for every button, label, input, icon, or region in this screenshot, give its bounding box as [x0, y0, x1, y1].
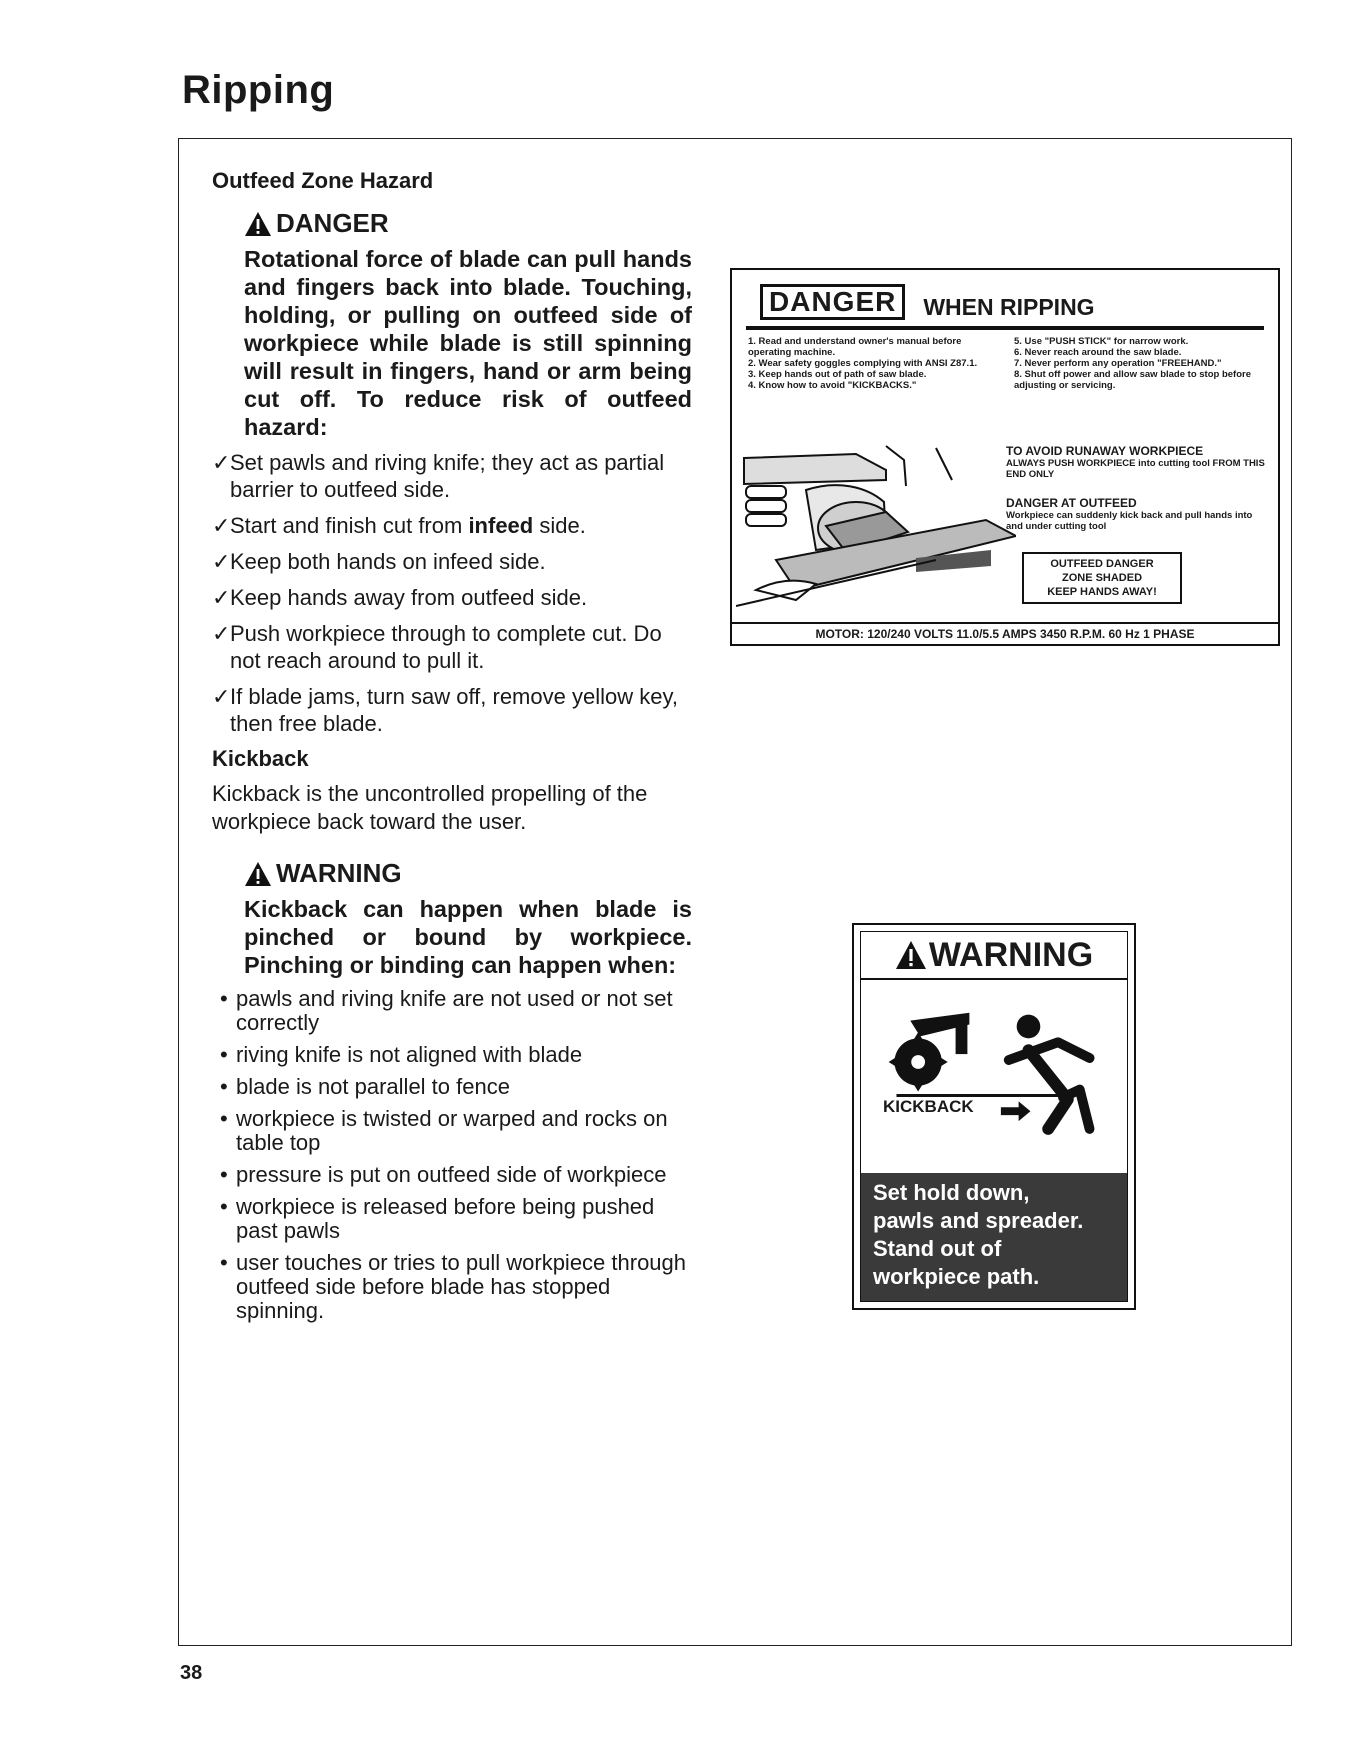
saw-illustration	[736, 440, 1016, 620]
shaded-box-line: ZONE SHADED	[1061, 572, 1143, 584]
check-text: Keep hands away from outfeed side.	[230, 585, 588, 610]
rule-item: 4. Know how to avoid "KICKBACKS."	[748, 380, 917, 391]
outfeed-note	[1006, 496, 1270, 532]
check-item	[212, 449, 692, 503]
kickback-heading: Kickback	[212, 746, 309, 771]
bullet-icon: •	[220, 986, 228, 1011]
check-item	[212, 584, 692, 611]
warning-label-header	[861, 932, 1127, 980]
bullet-icon: •	[220, 1042, 228, 1067]
rule-item: 8. Shut off power and allow saw blade to stop before adjusting or servicing.	[1014, 369, 1251, 391]
warning-label-inner	[860, 931, 1128, 1302]
left-column	[212, 168, 692, 1331]
list-item-text: pressure is put on outfeed side of workpiece	[236, 1162, 667, 1187]
list-item	[220, 1043, 692, 1067]
checkmark-icon: ✓	[212, 450, 231, 475]
page-title: Ripping	[182, 68, 335, 112]
checkmark-icon: ✓	[212, 549, 231, 574]
list-item-text: user touches or tries to pull workpiece through outfeed side before blade has stopped spinning.	[236, 1250, 687, 1323]
rules-left	[748, 336, 996, 391]
list-item-text: pawls and riving knife are not used or not set correctly	[236, 986, 673, 1035]
shaded-box-line: OUTFEED DANGER	[1050, 558, 1154, 570]
checkmark-icon: ✓	[212, 621, 231, 646]
check-text: If blade jams, turn saw off, remove yellow key, then free blade.	[230, 684, 678, 736]
warning-label-footer	[861, 1173, 1127, 1301]
outfeed-note-text: Workpiece can suddenly kick back and pull hands into and under cutting tool	[1006, 510, 1253, 532]
warning-word: WARNING	[276, 858, 402, 888]
warning-triangle-icon	[244, 861, 272, 887]
check-item	[212, 620, 692, 674]
kickback-text: Kickback is the uncontrolled propelling of the workpiece back toward the user.	[212, 781, 648, 834]
check-text: Push workpiece through to complete cut. Do not reach around to pull it.	[230, 621, 662, 673]
bullet-icon: •	[220, 1106, 228, 1131]
outfeed-note-title: DANGER AT OUTFEED	[1006, 496, 1137, 510]
check-text-tail: side.	[533, 513, 586, 538]
danger-alert-title	[244, 208, 692, 239]
bullet-icon: •	[220, 1074, 228, 1099]
kickback-causes-list	[220, 987, 692, 1323]
danger-word: DANGER	[276, 208, 389, 238]
check-text: Set pawls and riving knife; they act as partial barrier to outfeed side.	[230, 450, 665, 502]
runaway-text: ALWAYS PUSH WORKPIECE into cutting tool FROM THIS END ONLY	[1006, 458, 1265, 480]
footer-line: Set hold down,	[873, 1180, 1030, 1205]
divider	[746, 326, 1264, 330]
checkmark-icon: ✓	[212, 513, 231, 538]
danger-label-subtitle: WHEN RIPPING	[923, 294, 1095, 320]
list-item-text: riving knife is not aligned with blade	[236, 1042, 583, 1067]
outfeed-heading: Outfeed Zone Hazard	[212, 168, 434, 193]
list-item	[220, 987, 692, 1035]
check-item	[212, 512, 692, 539]
page-number: 38	[180, 1662, 203, 1684]
kickback-text: KICKBACK	[883, 1097, 974, 1116]
rule-item: 1. Read and understand owner's manual before operating machine.	[748, 336, 962, 358]
danger-label-word: DANGER	[760, 284, 905, 320]
rule-item: 6. Never reach around the saw blade.	[1014, 347, 1182, 358]
warning-text: Kickback can happen when blade is pinched or bound by workpiece. Pinching or binding can happen when:	[244, 896, 692, 978]
checkmark-icon: ✓	[212, 684, 231, 709]
warning-alert-title	[244, 858, 692, 889]
shaded-box-line: KEEP HANDS AWAY!	[1047, 586, 1157, 598]
rule-item: 2. Wear safety goggles complying with ANSI Z87.1.	[748, 358, 978, 369]
check-item	[212, 683, 692, 737]
list-item-text: blade is not parallel to fence	[236, 1074, 510, 1099]
warning-triangle-icon	[895, 940, 927, 970]
check-text-bold: infeed	[468, 513, 534, 538]
bullet-icon: •	[220, 1162, 228, 1187]
check-item	[212, 548, 692, 575]
list-item	[220, 1075, 692, 1099]
check-text: Keep both hands on infeed side.	[230, 549, 546, 574]
runaway-title: TO AVOID RUNAWAY WORKPIECE	[1006, 444, 1204, 458]
warning-triangle-icon	[244, 211, 272, 237]
list-item	[220, 1107, 692, 1155]
checkmark-icon: ✓	[212, 585, 231, 610]
check-text-lead: Start and finish cut from	[230, 513, 469, 538]
outfeed-checklist	[212, 449, 692, 737]
danger-text: Rotational force of blade can pull hands and fingers back into blade. Touching, holding, or pulling on outfeed side of workpiece while blade is still spinning will result in fingers, hand or arm being cut off. To reduce risk of outfeed hazard:	[244, 246, 692, 440]
list-item	[220, 1163, 692, 1187]
footer-line: Stand out of	[873, 1236, 1002, 1261]
list-item	[220, 1195, 692, 1243]
runaway-note	[1006, 444, 1270, 480]
outfeed-shaded-box	[1022, 552, 1182, 604]
list-item	[220, 1251, 692, 1323]
rule-item: 5. Use "PUSH STICK" for narrow work.	[1014, 336, 1189, 347]
footer-line: workpiece path.	[873, 1264, 1040, 1289]
list-item-text: workpiece is released before being pushed past pawls	[236, 1194, 655, 1243]
check-text	[230, 512, 692, 539]
rules-right	[1014, 336, 1274, 391]
danger-when-ripping-label	[730, 268, 1280, 646]
danger-label-header	[760, 284, 1095, 320]
kickback-warning-label	[852, 923, 1136, 1310]
footer-line: pawls and spreader.	[873, 1208, 1084, 1233]
bullet-icon: •	[220, 1250, 228, 1275]
warning-label-title: WARNING	[928, 935, 1094, 974]
list-item-text: workpiece is twisted or warped and rocks on table top	[236, 1106, 668, 1155]
rule-item: 7. Never perform any operation "FREEHAND."	[1014, 358, 1222, 369]
rule-item: 3. Keep hands out of path of saw blade.	[748, 369, 927, 380]
bullet-icon: •	[220, 1194, 228, 1219]
motor-spec: MOTOR: 120/240 VOLTS 11.0/5.5 AMPS 3450 R.P.M. 60 Hz 1 PHASE	[732, 622, 1278, 644]
